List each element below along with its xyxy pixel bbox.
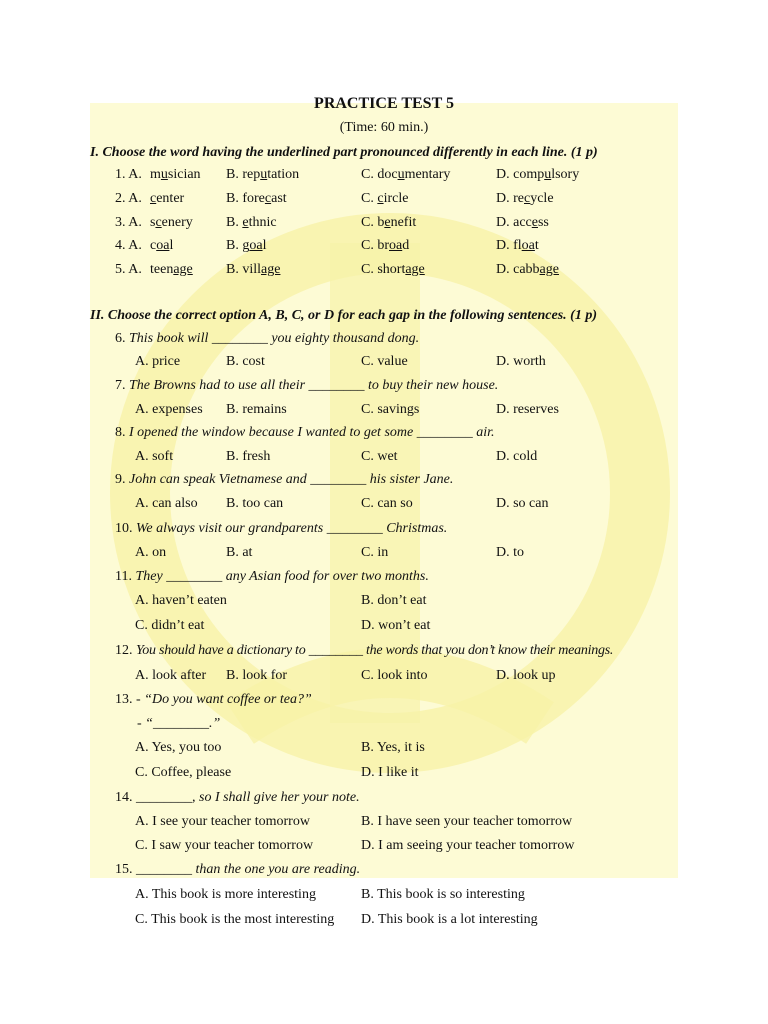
question-11 (115, 569, 429, 585)
question-number: 9. (115, 472, 126, 487)
option: D. to (496, 545, 524, 560)
option: A. Yes, you too (135, 740, 222, 755)
question-10 (115, 521, 447, 537)
option: C. in (361, 545, 389, 560)
question-6 (115, 331, 419, 347)
part1-number: 1. A. (115, 167, 142, 182)
question-15 (115, 862, 360, 878)
part1-option: C. documentary (361, 167, 451, 182)
option: C. value (361, 354, 408, 369)
part1-number: 3. A. (115, 215, 142, 230)
option: B. too can (226, 496, 284, 511)
question-text: “Do you want coffee or tea?” (144, 692, 312, 707)
question-number: 14. (115, 790, 133, 805)
underlined-part: u (160, 167, 168, 182)
part1-number: 4. A. (115, 238, 142, 253)
part2-heading: II. Choose the correct option A, B, C, or D for each gap in the following sentences. (1 p) (90, 308, 598, 323)
option: C. can so (361, 496, 413, 511)
option: D. won’t eat (361, 618, 431, 633)
part1-option: D. cabbage (496, 262, 559, 277)
option: A. on (135, 545, 167, 560)
question-number: 15. (115, 862, 133, 877)
underlined-part: e (242, 215, 249, 230)
question-text: I opened the window because I wanted to get some ________ air. (129, 425, 495, 440)
underlined-part: age (173, 262, 193, 277)
option: D. worth (496, 354, 546, 369)
question-text: John can speak Vietnamese and ________ his sister Jane. (129, 472, 454, 487)
underlined-part: c (264, 191, 272, 206)
option: B. cost (226, 354, 265, 369)
part1-option: D. compulsory (496, 167, 580, 182)
question-text: ________ than the one you are reading. (136, 862, 361, 877)
option: A. soft (135, 449, 174, 464)
question-number: 7. (115, 378, 126, 393)
option: A. expenses (135, 402, 203, 417)
question-text: This book will ________ you eighty thousand dong. (129, 331, 420, 346)
option: A. price (135, 354, 181, 369)
underlined-part: c (377, 191, 384, 206)
question-text: We always visit our grandparents ________ Christmas. (136, 521, 448, 536)
part1-option: coal (150, 238, 174, 253)
part1-option: B. village (226, 262, 281, 277)
option: A. haven’t eaten (135, 593, 227, 608)
question-text: You should have a dictionary to ________ the words that you don’t know their meanings. (136, 643, 614, 658)
underlined-part: oa (249, 238, 263, 253)
part1-option: D. access (496, 215, 549, 230)
part1-number: 2. A. (115, 191, 142, 206)
underlined-part: e (384, 215, 391, 230)
option: C. didn’t eat (135, 618, 205, 633)
underlined-part: u (544, 167, 552, 182)
option: D. I am seeing your teacher tomorrow (361, 838, 575, 853)
part1-option: B. forecast (226, 191, 287, 206)
page-title: PRACTICE TEST 5 (314, 95, 454, 112)
question-number: 6. (115, 331, 126, 346)
question-text: They ________ any Asian food for over two months. (135, 569, 429, 584)
underlined-part: c (524, 191, 531, 206)
option: D. I like it (361, 765, 419, 780)
option: B. I have seen your teacher tomorrow (361, 814, 573, 829)
underlined-part: age (405, 262, 425, 277)
option: B. at (226, 545, 253, 560)
option: D. look up (496, 668, 556, 683)
question-text: ________, so I shall give her your note. (136, 790, 360, 805)
question-number: 13. - (115, 692, 141, 707)
question-9 (115, 472, 453, 488)
option: A. This book is more interesting (135, 887, 316, 902)
underlined-part: age (539, 262, 559, 277)
underlined-part: e (531, 215, 538, 230)
option: D. cold (496, 449, 538, 464)
option: D. reserves (496, 402, 559, 417)
part1-option: D. float (496, 238, 539, 253)
option: C. Coffee, please (135, 765, 232, 780)
underlined-part: oa (389, 238, 403, 253)
option: D. so can (496, 496, 549, 511)
part1-number: 5. A. (115, 262, 142, 277)
part1-option: scenery (150, 215, 193, 230)
question-number: 10. (115, 521, 133, 536)
underlined-part: oa (521, 238, 535, 253)
underlined-part: u (260, 167, 268, 182)
underlined-part: c (150, 191, 157, 206)
question-number: 12. (115, 643, 133, 658)
option: B. remains (226, 402, 287, 417)
option: C. look into (361, 668, 428, 683)
option: C. This book is the most interesting (135, 912, 335, 927)
question-13-response: - “________.” (137, 716, 221, 731)
question-13 (115, 692, 312, 708)
question-number: 8. (115, 425, 126, 440)
option: B. This book is so interesting (361, 887, 525, 902)
part1-option: center (150, 191, 185, 206)
option: B. fresh (226, 449, 271, 464)
part1-heading: I. Choose the word having the underlined part pronounced differently in each line. (1 p) (90, 145, 598, 160)
question-12 (115, 643, 613, 659)
option: D. This book is a lot interesting (361, 912, 538, 927)
option: A. look after (135, 668, 207, 683)
part1-option: C. shortage (361, 262, 425, 277)
part1-option: D. recycle (496, 191, 554, 206)
option: B. look for (226, 668, 288, 683)
part1-option: musician (150, 167, 201, 182)
question-text: The Browns had to use all their ________ to buy their new house. (129, 378, 499, 393)
underlined-part: age (261, 262, 281, 277)
part1-option: teenage (150, 262, 193, 277)
part1-option: C. circle (361, 191, 409, 206)
part1-option: B. reputation (226, 167, 300, 182)
question-number: 11. (115, 569, 132, 584)
option: B. Yes, it is (361, 740, 425, 755)
underlined-part: oa (156, 238, 170, 253)
time-limit: (Time: 60 min.) (339, 120, 429, 135)
part1-option: C. broad (361, 238, 410, 253)
option: C. savings (361, 402, 420, 417)
option: A. I see your teacher tomorrow (135, 814, 310, 829)
question-14 (115, 790, 360, 806)
part1-option: C. benefit (361, 215, 417, 230)
underlined-part: c (155, 215, 162, 230)
question-7 (115, 378, 498, 394)
part1-option: B. goal (226, 238, 267, 253)
option: C. I saw your teacher tomorrow (135, 838, 314, 853)
option: A. can also (135, 496, 198, 511)
option: C. wet (361, 449, 398, 464)
option: B. don’t eat (361, 593, 427, 608)
question-8 (115, 425, 495, 441)
underlined-part: u (397, 167, 405, 182)
part1-option: B. ethnic (226, 215, 277, 230)
